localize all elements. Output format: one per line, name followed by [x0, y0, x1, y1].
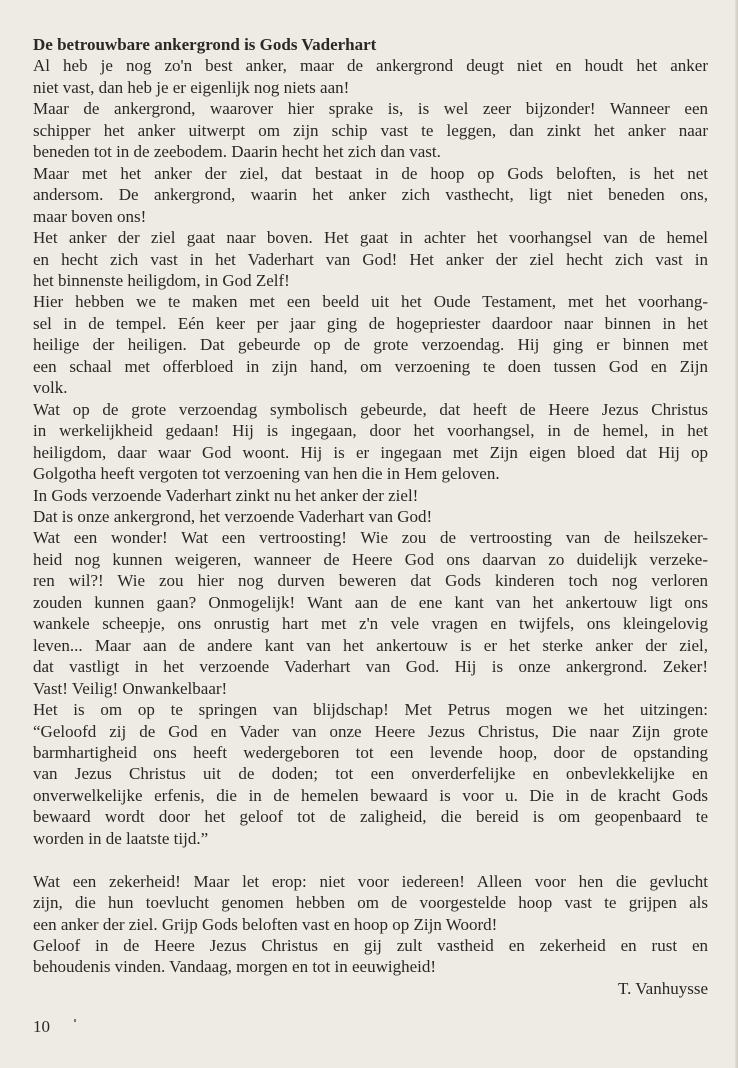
text-line: zouden kunnen gaan? Onmogelijk! Want aan de ene kant van het ankertouw ligt ons	[33, 592, 708, 612]
text-line: heid nog kunnen weigeren, wanneer de Heere God ons daarvan zo duidelijk verzeke-	[33, 549, 708, 569]
text-line: Vast! Veilig! Onwankelbaar!	[33, 678, 228, 698]
text-line: Dat is onze ankergrond, het verzoende Vaderhart van God!	[33, 506, 433, 526]
paragraph	[33, 527, 708, 699]
text-line: heiligdom, daar waar God woont. Hij is er ingegaan met Zijn eigen bloed dat Hij op	[33, 442, 708, 462]
text-line: ren wil?! Wie zou hier nog durven beweren dat Gods kinderen toch nog verloren	[33, 571, 708, 591]
text-line: het binnenste heiligdom, in God Zelf!	[33, 270, 290, 290]
text-line: leven... Maar aan de andere kant van het ankertouw is er het sterke anker der ziel,	[33, 635, 708, 655]
text-line: barmhartigheid ons heeft wedergeboren tot een levende hoop, door de opstanding	[33, 742, 708, 762]
text-line: In Gods verzoende Vaderhart zinkt nu het anker der ziel!	[33, 485, 419, 505]
paragraph	[33, 485, 708, 506]
article-title: De betrouwbare ankergrond is Gods Vaderhart	[33, 35, 377, 54]
paragraph	[33, 699, 708, 849]
paragraph	[33, 871, 708, 935]
text-line: volk.	[33, 378, 68, 398]
text-line: heilige der heiligen. Dat gebeurde op de grote verzoendag. Hij ging er binnen met	[33, 335, 708, 355]
text-line: sel in de tempel. Eén keer per jaar ging de hogepriester daardoor naar binnen in het	[33, 313, 708, 333]
paragraph	[33, 163, 708, 227]
text-line: Wat op de grote verzoendag symbolisch gebeurde, dat heeft de Heere Jezus Christus	[33, 399, 708, 419]
scan-speck	[74, 1019, 76, 1022]
text-line: “Geloofd zij de God en Vader van onze Heere Jezus Christus, Die naar Zijn grote	[33, 721, 708, 741]
paragraph	[33, 291, 708, 398]
paragraph	[33, 55, 708, 98]
article-body	[33, 55, 708, 849]
text-line: in werkelijkheid gedaan! Hij is ingegaan, door het voorhangsel, in de hemel, in het	[33, 421, 708, 441]
text-line: Het anker der ziel gaat naar boven. Het gaat in achter het voorhangsel van de hemel	[33, 228, 708, 248]
text-line: beneden tot in de zeebodem. Daarin hecht het zich dan vast.	[33, 142, 441, 162]
text-line: Wat een wonder! Wat een vertroosting! Wie zou de vertroosting van de heilszeker-	[33, 528, 708, 548]
text-line: andersom. De ankergrond, waarin het anker zich vasthecht, ligt niet beneden ons,	[33, 185, 708, 205]
text-line: Hier hebben we te maken met een beeld uit het Oude Testament, met het voorhang-	[33, 292, 708, 312]
article-body-closing	[33, 871, 708, 978]
text-line: Het is om op te springen van blijdschap! Met Petrus mogen we het uitzingen:	[33, 700, 708, 720]
text-line: schipper het anker uitwerpt om zijn schip vast te leggen, dan zinkt het anker naar	[33, 120, 708, 140]
text-line: wankele scheepje, ons onrustig hart met z'n vele vragen en twijfels, ons kleingelovig	[33, 614, 708, 634]
paragraph	[33, 506, 708, 527]
page-number: 10	[33, 1017, 50, 1036]
author-signature: T. Vanhuysse	[617, 978, 708, 998]
text-line: onverwelkelijke erfenis, die in de hemelen bewaard is voor u. Die in de kracht Gods	[33, 785, 708, 805]
text-line: worden in de laatste tijd.”	[33, 828, 209, 848]
text-line: Al heb je nog zo'n best anker, maar de ankergrond deugt niet en houdt het anker	[33, 56, 708, 76]
text-line: niet vast, dan heb je er eigenlijk nog niets aan!	[33, 77, 350, 97]
text-line: en hecht zich vast in het Vaderhart van God! Het anker der ziel hecht zich vast in	[33, 249, 708, 269]
text-line: Wat een zekerheid! Maar let erop: niet voor iedereen! Alleen voor hen die gevlucht	[33, 871, 708, 891]
text-line: een anker der ziel. Grijp Gods beloften vast en hoop op Zijn Woord!	[33, 914, 498, 934]
paragraph-gap	[33, 849, 708, 870]
text-line: Golgotha heeft vergoten tot verzoening van hen die in Hem geloven.	[33, 464, 500, 484]
text-line: maar boven ons!	[33, 206, 147, 226]
text-line: dat vastligt in het verzoende Vaderhart van God. Hij is onze ankergrond. Zeker!	[33, 657, 708, 677]
paragraph	[33, 98, 708, 162]
paragraph	[33, 227, 708, 291]
text-line: behoudenis vinden. Vandaag, morgen en tot in eeuwigheid!	[33, 957, 437, 977]
text-line: Geloof in de Heere Jezus Christus en gij zult vastheid en zekerheid en rust en	[33, 936, 708, 956]
text-line: Maar met het anker der ziel, dat bestaat in de hoop op Gods beloften, is het net	[33, 163, 708, 183]
text-line: een schaal met offerbloed in zijn hand, om verzoening te doen tussen God en Zijn	[33, 356, 708, 376]
text-line: Maar de ankergrond, waarover hier sprake is, is wel zeer bijzonder! Wanneer een	[33, 99, 708, 119]
article	[33, 34, 708, 999]
text-line: zijn, die hun toevlucht genomen hebben om de voorgestelde hoop vast te grijpen als	[33, 893, 708, 913]
paragraph	[33, 935, 708, 978]
text-line: van Jezus Christus uit de doden; tot een onverderfelijke en onbevlekkelijke en	[33, 764, 708, 784]
paragraph	[33, 399, 708, 485]
text-line: bewaard wordt door het geloof tot de zaligheid, die bereid is om geopenbaard te	[33, 807, 708, 827]
